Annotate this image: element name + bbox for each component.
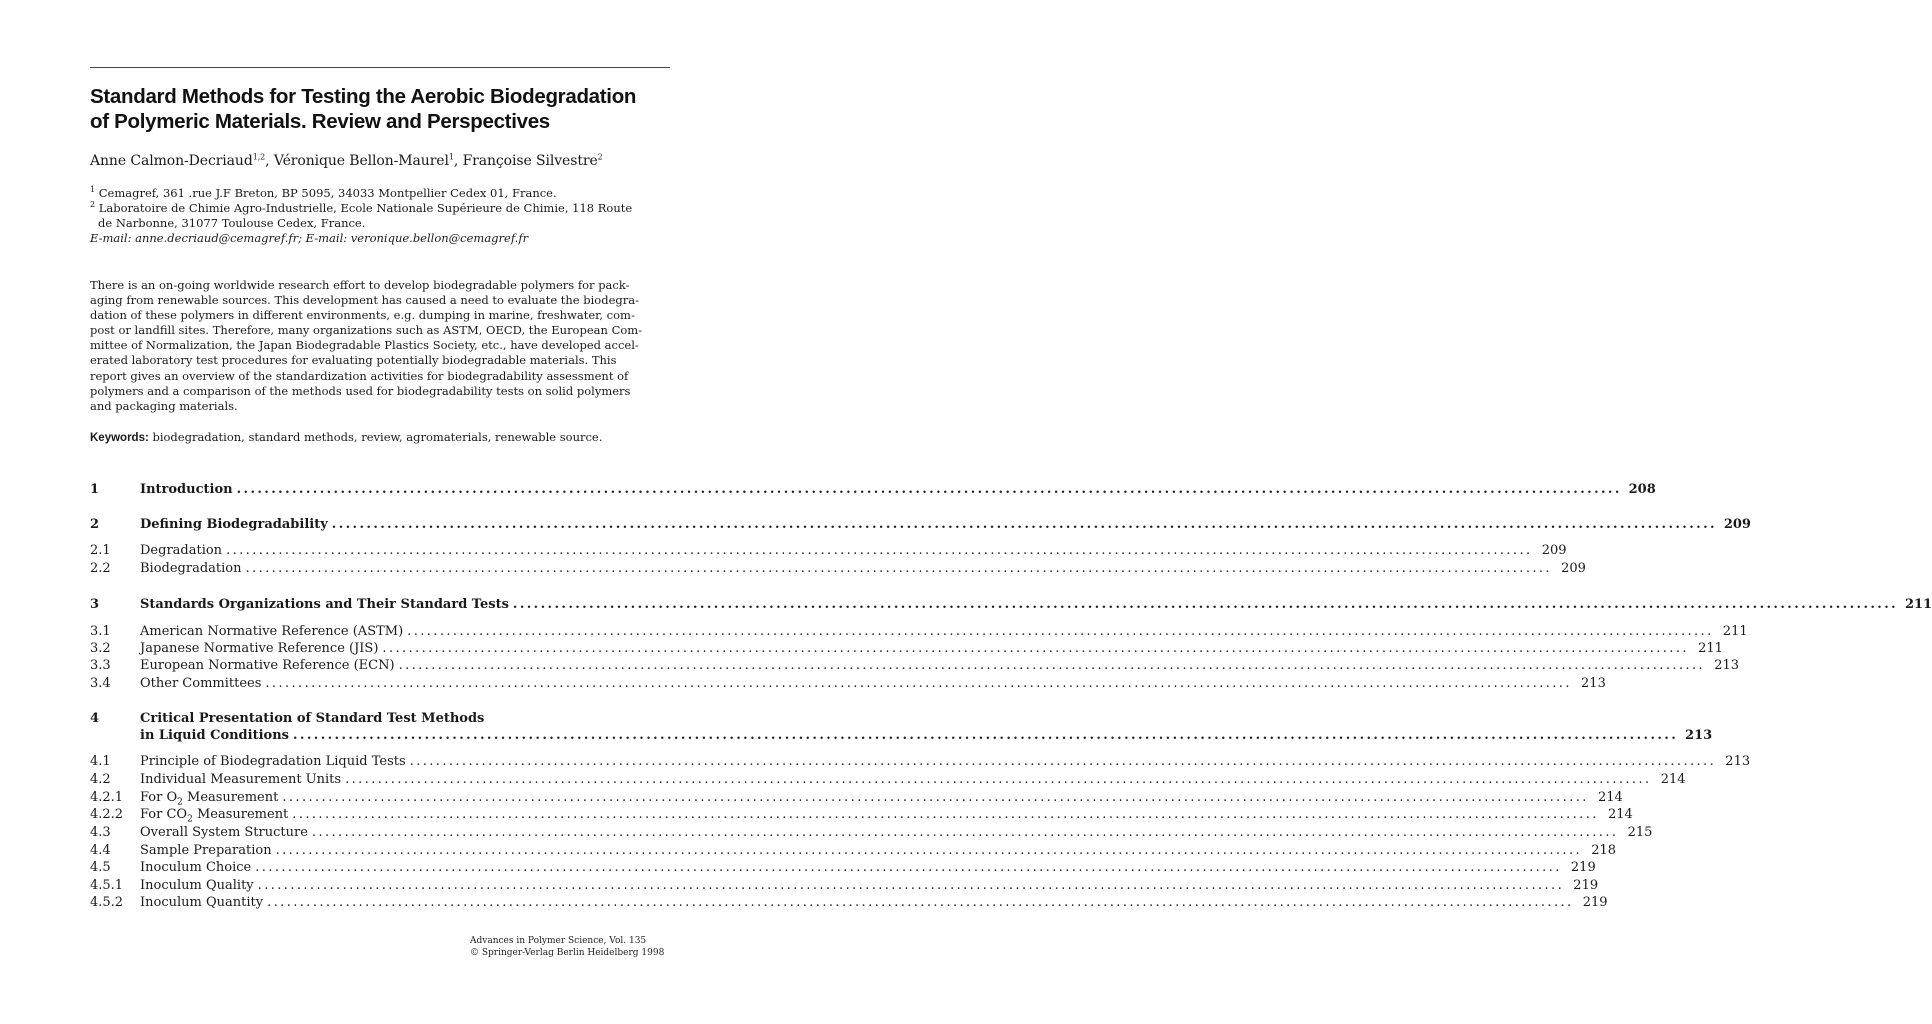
toc-entry: [90, 842, 1617, 860]
toc-number: 4.5.1: [90, 878, 124, 893]
toc-page: 211: [1722, 624, 1748, 639]
toc-title: Inoculum Quality: [140, 878, 254, 893]
abstract-line: and packaging materials.: [90, 398, 238, 413]
toc-entry-continuation: [90, 727, 1713, 745]
toc-entry: [90, 753, 1751, 771]
toc-entry: [90, 560, 1586, 578]
copyright-line: © Springer-Verlag Berlin Heidelberg 1998: [470, 948, 665, 958]
affiliation-2-cont: de Narbonne, 31077 Toulouse Cedex, France.: [98, 216, 366, 230]
toc-leader: ........................................................................................................................................................................................................: [292, 807, 1599, 822]
top-rule: [90, 67, 670, 68]
toc-leader: ........................................................................................................................................................................................................: [226, 543, 1533, 558]
toc-leader: ........................................................................................................................................................................................................: [265, 676, 1572, 691]
toc-page: 214: [1660, 772, 1686, 787]
toc-title: Degradation: [140, 543, 223, 558]
toc-title: Principle of Biodegradation Liquid Tests: [140, 754, 406, 769]
toc-page: 208: [1628, 482, 1656, 497]
toc-entry: [90, 877, 1599, 895]
author-affiliation-sup: 1: [448, 152, 454, 162]
toc-page: 214: [1607, 807, 1633, 822]
toc-number: 3.3: [90, 658, 111, 673]
toc-leader: ........................................................................................................................................................................................................: [311, 825, 1619, 840]
toc-title: [140, 789, 282, 807]
toc-entry: [90, 481, 1656, 499]
author-list: [90, 152, 690, 170]
affiliation-sup: 2: [90, 200, 96, 210]
toc-title: Introduction: [140, 482, 233, 497]
abstract-line: erated laboratory test procedures for evaluating potentially biodegradable materials. This: [90, 353, 617, 368]
toc-page: 209: [1541, 543, 1567, 558]
toc-page: 209: [1561, 561, 1586, 576]
title-line-2: of Polymeric Materials. Review and Perspectives: [90, 110, 550, 133]
toc-leader: ........................................................................................................................................................................................................: [331, 517, 1717, 532]
toc-page: 213: [1714, 658, 1740, 673]
toc-title: [140, 806, 292, 824]
toc-leader: ........................................................................................................................................................................................................: [257, 878, 1565, 893]
author-name: Françoise Silvestre: [462, 153, 598, 169]
toc-title-subscript: 2: [177, 797, 183, 808]
toc-entry: [90, 657, 1740, 675]
toc-leader: ........................................................................................................................................................................................................: [292, 728, 1679, 743]
toc-number: 3: [90, 597, 100, 612]
toc-number: 2.1: [90, 543, 111, 558]
toc-number: 4.2: [90, 772, 111, 787]
toc-number: 4.1: [90, 754, 111, 769]
affiliations: [90, 186, 680, 246]
toc-title: European Normative Reference (ECN): [140, 658, 395, 673]
toc-page: 219: [1573, 878, 1599, 893]
toc-entry: [90, 640, 1723, 658]
toc-title-text: For CO: [140, 807, 188, 822]
abstract-line: mittee of Normalization, the Japan Biodegradable Plastics Society, etc., have developed accel-: [90, 338, 639, 353]
toc-number: 3.4: [90, 676, 111, 691]
abstract-line: aging from renewable sources. This development has caused a need to evaluate the biodegra-: [90, 293, 639, 308]
abstract: [90, 278, 673, 414]
toc-title-continuation: in Liquid Conditions: [140, 728, 289, 743]
affiliation-text: Laboratoire de Chimie Agro-Industrielle, Ecole Nationale Supérieure de Chimie, 118 Route: [98, 201, 633, 215]
affiliation-sup: 1: [90, 185, 96, 195]
abstract-line: post or landfill sites. Therefore, many organizations such as ASTM, OECD, the European Com-: [90, 323, 643, 338]
toc-leader: ........................................................................................................................................................................................................: [345, 772, 1652, 787]
toc-leader: ........................................................................................................................................................................................................: [512, 597, 1899, 612]
toc-number: 2: [90, 517, 100, 532]
toc-leader: ........................................................................................................................................................................................................: [398, 658, 1706, 673]
toc-leader: ........................................................................................................................................................................................................: [382, 641, 1689, 656]
toc-entry: [90, 859, 1596, 877]
toc-title: Other Committees: [140, 676, 262, 691]
author-name: Véronique Bellon-Maurel: [273, 153, 449, 169]
toc-number: 3.1: [90, 624, 111, 639]
toc-page: 209: [1723, 517, 1751, 532]
keywords: [90, 430, 673, 446]
toc-page: 219: [1570, 860, 1596, 875]
toc-title: Biodegradation: [140, 561, 242, 576]
affiliation-text: Cemagref, 361 .rue J.F Breton, BP 5095, 34033 Montpellier Cedex 01, France.: [98, 186, 557, 200]
toc-title-tail: Measurement: [182, 790, 279, 805]
toc-number: 1: [90, 482, 100, 497]
author-separator: ,: [265, 153, 274, 169]
affiliation-1: [90, 186, 680, 201]
toc-entry: [90, 516, 1751, 534]
toc-entry: [90, 806, 1633, 825]
toc-leader: ........................................................................................................................................................................................................: [245, 561, 1552, 576]
toc-page: 213: [1581, 676, 1606, 691]
toc-leader: ........................................................................................................................................................................................................: [282, 790, 1589, 805]
abstract-line: There is an on-going worldwide research effort to develop biodegradable polymers for pack-: [90, 278, 630, 292]
keywords-text: biodegradation, standard methods, review, agromaterials, renewable source.: [148, 430, 603, 444]
toc-leader: ........................................................................................................................................................................................................: [267, 895, 1574, 910]
toc-number: 4.2.2: [90, 807, 124, 822]
toc-title: Inoculum Choice: [140, 860, 252, 875]
toc-entry: [90, 623, 1748, 641]
toc-page: 211: [1698, 641, 1723, 656]
toc-entry: [90, 710, 670, 728]
toc-leader: ........................................................................................................................................................................................................: [275, 843, 1583, 858]
toc-entry: [90, 675, 1606, 693]
toc-entry: [90, 824, 1653, 842]
abstract-line: report gives an overview of the standardization activities for biodegradability assessment of: [90, 368, 629, 383]
toc-title-subscript: 2: [187, 814, 193, 825]
keywords-label: Keywords:: [90, 432, 149, 444]
author-affiliation-sup: 2: [597, 152, 603, 162]
author-separator: ,: [453, 153, 463, 169]
toc-title: Defining Biodegradability: [140, 517, 328, 532]
toc-page: 211: [1904, 597, 1932, 612]
publication-footer: [470, 935, 670, 959]
toc-title: Japanese Normative Reference (JIS): [140, 641, 379, 656]
toc-page: 219: [1582, 895, 1608, 910]
toc-title: Standards Organizations and Their Standard Tests: [140, 597, 509, 612]
toc-leader: ........................................................................................................................................................................................................: [236, 482, 1622, 497]
toc-leader: ........................................................................................................................................................................................................: [407, 624, 1714, 639]
toc-title: American Normative Reference (ASTM): [140, 624, 404, 639]
paper-title: [90, 84, 690, 134]
toc-entry: [90, 542, 1567, 560]
toc-title: Individual Measurement Units: [140, 772, 342, 787]
author-affiliation-sup: 1,2: [252, 152, 266, 162]
toc-entry: [90, 771, 1686, 789]
toc-leader: ........................................................................................................................................................................................................: [409, 754, 1717, 769]
toc-leader: ........................................................................................................................................................................................................: [255, 860, 1562, 875]
toc-number: 2.2: [90, 561, 111, 576]
toc-title: Inoculum Quantity: [140, 895, 264, 910]
toc-number: 4: [90, 711, 100, 726]
toc-number: 4.3: [90, 825, 111, 840]
abstract-line: polymers and a comparison of the methods used for biodegradability tests on solid polymers: [90, 383, 631, 398]
toc-number: 3.2: [90, 641, 111, 656]
abstract-line: dation of these polymers in different environments, e.g. dumping in marine, freshwater, com-: [90, 308, 635, 323]
toc-page: 214: [1597, 790, 1623, 805]
toc-number: 4.5: [90, 860, 111, 875]
toc-title-tail: Measurement: [192, 807, 289, 822]
toc-entry: [90, 596, 1932, 614]
toc-page: 213: [1725, 754, 1751, 769]
toc-number-spacer: [90, 727, 140, 745]
toc-title: Critical Presentation of Standard Test Methods: [140, 711, 485, 726]
email-line: E-mail: anne.decriaud@cemagref.fr; E-mail: veronique.bellon@cemagref.fr: [90, 231, 529, 245]
toc-page: 215: [1627, 825, 1653, 840]
toc-entry: [90, 789, 1623, 808]
toc-number: 4.5.2: [90, 895, 124, 910]
toc-title-text: For O: [140, 790, 178, 805]
title-line-1: Standard Methods for Testing the Aerobic Biodegradation: [90, 85, 637, 108]
toc-number: 4.2.1: [90, 790, 124, 805]
author-name: Anne Calmon-Decriaud: [90, 153, 253, 169]
toc-entry: [90, 894, 1608, 912]
toc-page: 213: [1685, 728, 1713, 743]
toc-page: 218: [1591, 843, 1617, 858]
toc-number: 4.4: [90, 843, 111, 858]
affiliation-2: [90, 201, 680, 216]
toc-title: Overall System Structure: [140, 825, 308, 840]
toc-title: Sample Preparation: [140, 843, 272, 858]
journal-line: Advances in Polymer Science, Vol. 135: [470, 936, 647, 946]
